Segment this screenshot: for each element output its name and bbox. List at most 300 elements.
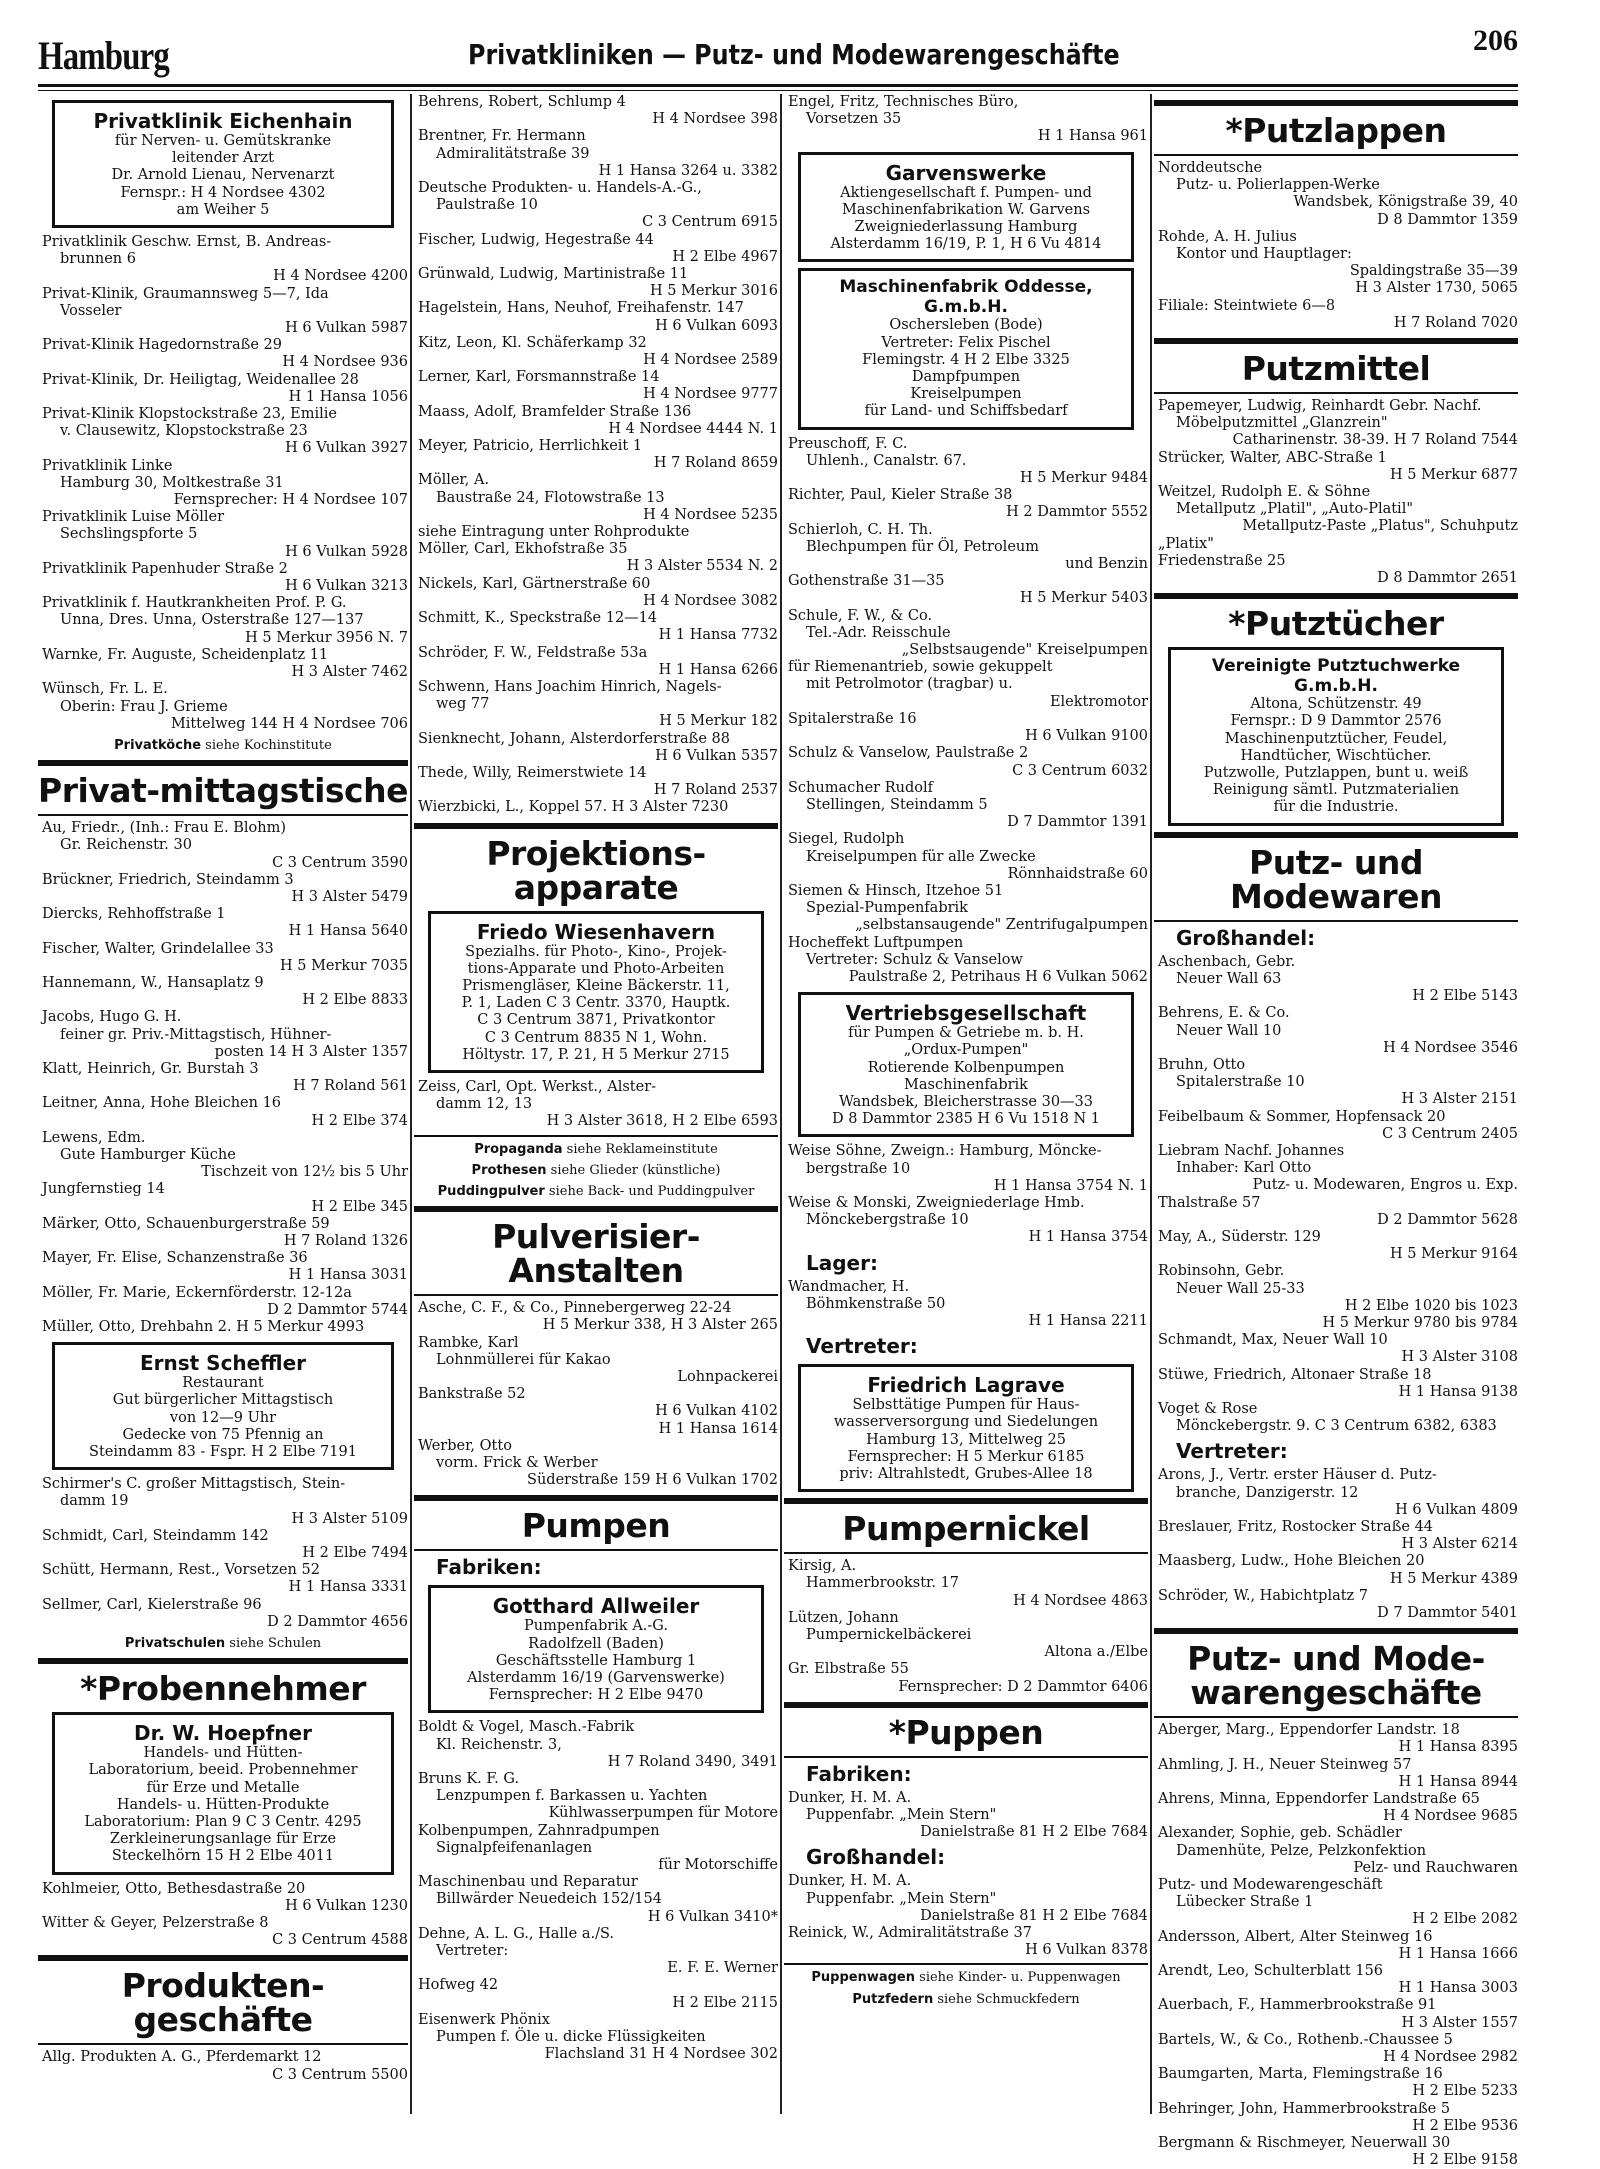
entry-name: Lerner, Karl, Forsmannstraße 14 [418,369,660,386]
entry-phone: H 4 Nordsee 5235 [643,506,778,523]
ad-title: Maschinenfabrik Oddesse, G.m.b.H. [839,277,1093,318]
ad-line: Zerkleinerungsanlage für Erze [109,1831,337,1848]
entry-list [1154,1467,1518,1622]
entry-name: Rohde, A. H. Julius [1158,228,1297,245]
entry-detail: Inhaber: Karl Otto [1176,1160,1312,1177]
entry-name: Hannemann, W., Hansaplatz 9 [42,974,264,991]
entry-list [1154,160,1518,332]
directory-entry [784,1195,1148,1247]
reference-target: siehe Back- und Puddingpulver [544,1183,755,1199]
entry-phone: H 1 Hansa 1614 [658,1420,778,1437]
section-heading: *Putztücher [1228,604,1444,644]
entry-detail: Admiralitätstraße 39 [436,145,590,162]
directory-entry [1154,1109,1518,1143]
entry-detail: weg 77 [436,696,490,713]
entry-name: Privat-Klinik Hagedornstraße 29 [42,337,282,354]
directory-entry [1154,1929,1518,1963]
directory-entry [1154,160,1518,212]
entry-detail: brunnen 6 [60,251,136,268]
entry-phone: H 6 Vulkan 5928 [285,543,408,560]
entry-name: Schulz & Vanselow, Paulstraße 2 [788,745,1029,762]
entry-name: Märker, Otto, Schauenburgerstraße 59 [42,1215,330,1232]
directory-entry [414,1874,778,1926]
ad-box [798,268,1134,429]
directory-entry [784,1610,1148,1662]
entry-name: Behrens, Robert, Schlump 4 [418,94,626,110]
ad-line: Dr. Arnold Lienau, Nervenarzt [111,167,335,184]
subheading: Fabriken: [436,1555,542,1580]
directory-entry [784,1790,1148,1842]
ad-title: Vertriebsgesellschaft [845,1001,1087,1026]
entry-name: Dehne, A. L. G., Halle a./S. [418,1925,615,1942]
entry-name: Schütt, Hermann, Rest., Vorsetzen 52 [42,1562,320,1579]
cross-reference [38,1635,408,1652]
directory-entry [38,509,408,561]
directory-entry [1154,954,1518,1006]
ad-line: Spezialhs. für Photo-, Kino-, Projek- [465,943,727,960]
divider [414,1206,778,1212]
reference-target: siehe Glieder (künstliche) [546,1162,721,1178]
entry-phone: H 2 Elbe 4967 [672,248,778,265]
directory-entry [784,94,1148,146]
entry-phone: Wandsbek, Königstraße 39, 40 [1293,194,1518,211]
entry-phone: H 6 Vulkan 5357 [655,747,778,764]
divider [414,1135,778,1137]
entry-detail: Pumpernickelbäckerei [806,1627,972,1644]
entry-detail: Kl. Reichenstr. 3, [436,1736,562,1753]
ad-title: Ernst Scheffler [139,1351,306,1376]
cross-reference [414,1141,778,1158]
entry-phone: H 2 Elbe 1020 bis 1023 [1344,1297,1518,1314]
reference-keyword: Privatschulen [124,1636,226,1652]
ad-box [428,911,764,1073]
entry-detail: Vosseler [60,302,122,319]
entry-name: Siemen & Hinsch, Itzehoe 51 [788,882,1004,899]
entry-name: Breslauer, Fritz, Rostocker Straße 44 [1158,1518,1434,1535]
entry-name: Putz- und Modewarengeschäft [1158,1877,1383,1894]
directory-entry [1154,1553,1518,1587]
entry-phone: H 4 Nordsee 4863 [1013,1592,1148,1609]
cross-reference [784,1969,1148,1986]
entry-name: Ahmling, J. H., Neuer Steinweg 57 [1158,1756,1412,1773]
reference-keyword: Prothesen [471,1162,547,1178]
entry-name: Dunker, H. M. A. [788,1873,912,1890]
ad-line: Fernspr.: D 9 Dammtor 2576 [1230,713,1442,730]
divider [1154,593,1518,599]
entry-detail: Puppenfabr. „Mein Stern" [806,1807,997,1824]
directory-entry [784,436,1148,488]
divider [38,814,408,816]
directory-entry [414,524,778,541]
cross-reference [784,1991,1148,2008]
entry-list [784,436,1148,987]
entry-detail: Hamburg 30, Moltkestraße 31 [60,474,284,491]
entry-name: Robinsohn, Gebr. [1158,1263,1285,1280]
directory-entry [38,1528,408,1562]
entry-name: Schumacher Rudolf [788,779,933,796]
entry-name: Fischer, Ludwig, Hegestraße 44 [418,231,654,248]
entry-phone: Danielstraße 81 H 2 Elbe 7684 [920,1907,1148,1924]
directory-entry [38,1250,408,1284]
ad-line: Prismengläser, Kleine Bäckerstr. 11, [462,977,730,994]
entry-phone: H 5 Merkur 7035 [279,957,408,974]
ad-line: Radolfzell (Baden) [528,1635,664,1652]
entry-name: Deutsche Produkten- u. Handels-A.-G., [418,180,702,197]
entry-list [414,1719,778,2063]
directory-entry [1154,1963,1518,1997]
entry-name: Kitz, Leon, Kl. Schäferkamp 32 [418,334,647,351]
directory-entry [1154,1519,1518,1553]
entry-name: Baumgarten, Marta, Flemingstraße 16 [1158,2066,1443,2083]
entry-phone: H 2 Elbe 2115 [672,1994,778,2011]
entry-phone: H 6 Vulkan 3927 [285,440,408,457]
directory-entry [1154,1195,1518,1229]
entry-phone: Altona a./Elbe [1044,1644,1148,1661]
entry-phone: H 4 Nordsee 398 [652,111,778,128]
entry-name: Nickels, Karl, Gärtnerstraße 60 [418,575,651,592]
entry-name: Müller, Otto, Drehbahn 2. H 5 Merkur 4993 [42,1319,365,1335]
directory-entry [38,1216,408,1250]
ad-line: für Land- und Schiffsbedarf [864,403,1068,420]
directory-entry [414,2012,778,2064]
entry-name: Gothenstraße 31—35 [788,573,945,590]
entry-name: siehe Eintragung unter Rohprodukte [418,524,690,541]
ad-line: Aktiengesellschaft f. Pumpen- und [840,184,1092,201]
ad-title: Gotthard Allweiler [492,1594,700,1619]
entry-detail: vorm. Frick & Werber [436,1455,598,1471]
entry-name: Schwenn, Hans Joachim Hinrich, Nagels- [418,678,722,695]
entry-name: Fischer, Walter, Grindelallee 33 [42,940,274,957]
entry-detail: Metallputz „Platil", „Auto-Platil" [1176,501,1413,518]
ad-box [1168,647,1504,825]
ad-title: Garvenswerke [885,160,1047,185]
entry-detail: Neuer Wall 25-33 [1176,1280,1305,1297]
entry-detail: Neuer Wall 63 [1176,970,1282,987]
entry-name: Schröder, W., Habichtplatz 7 [1158,1587,1369,1604]
entry-phone: H 1 Hansa 6266 [658,661,778,678]
ad-line: Pumpenfabrik A.-G. [524,1618,668,1635]
entry-list [784,1558,1148,1696]
reference-keyword: Privatköche [114,737,202,753]
ad-box [798,1364,1134,1492]
header-rule [38,84,1518,91]
divider [38,760,408,766]
section-heading: Putzmittel [1241,349,1431,389]
entry-name: Sellmer, Carl, Kielerstraße 96 [42,1596,262,1613]
directory-entry [38,941,408,975]
directory-entry [38,906,408,940]
entry-phone: H 5 Merkur 3016 [649,283,778,300]
entry-phone: H 1 Hansa 5640 [288,923,408,940]
ad-box [798,992,1134,1137]
entry-name: Schmandt, Max, Neuer Wall 10 [1158,1332,1388,1349]
entry-phone: Elektromotor [1049,693,1148,710]
entry-list [784,1790,1148,1842]
entry-name: Sienknecht, Johann, Alsterdorferstraße 88 [418,730,731,747]
ad-line: leitender Arzt [172,150,274,167]
entry-phone: Kühlwasserpumpen für Motore [548,1805,778,1822]
ad-line: Wandsbek, Bleicherstrasse 30—33 [838,1093,1094,1110]
entry-name: Privat-Klinik, Dr. Heiligtag, Weidenallee 28 [42,371,359,388]
entry-name: Bankstraße 52 [418,1386,526,1403]
entry-name: Voget & Rose [1158,1400,1258,1417]
directory-entry [38,1009,408,1061]
ad-line: Fernsprecher: H 2 Elbe 9470 [488,1687,704,1704]
entry-name: Zeiss, Carl, Opt. Werkst., Alster- [418,1078,657,1095]
entry-name: Liebram Nachf. Johannes [1158,1142,1345,1159]
directory-entry [414,438,778,472]
directory-entry [1154,229,1518,281]
directory-entry [1154,1757,1518,1791]
entry-phone: D 7 Dammtor 1391 [1007,814,1148,831]
directory-entry [1154,1367,1518,1401]
entry-detail: damm 19 [60,1493,129,1510]
entry-name: Eisenwerk Phönix [418,2011,550,2028]
entry-name: Bruhn, Otto [1158,1056,1246,1073]
directory-entry [414,1926,778,1978]
entry-detail: Neuer Wall 10 [1176,1022,1282,1039]
ad-line: Steckelhörn 15 H 2 Elbe 4011 [111,1848,335,1865]
entry-detail: Tel.-Adr. Reisschule [806,624,951,641]
directory-entry [1154,2135,1518,2169]
ad-line: Gedecke von 75 Pfennig an [122,1426,324,1443]
entry-name: Brentner, Fr. Hermann [418,128,586,145]
reference-target: siehe Kochinstitute [201,737,332,753]
entry-phone: H 1 Hansa 3754 [1028,1229,1148,1246]
entry-phone: H 3 Alster 1557 [1401,2014,1518,2031]
entry-phone: H 2 Elbe 5233 [1412,2083,1518,2100]
subheading: Vertreter: [806,1334,918,1359]
ad-line: Handtücher, Wischtücher. [1240,747,1432,764]
column-1 [38,94,408,2114]
directory-entry [414,128,778,180]
entry-phone: H 6 Vulkan 4102 [655,1403,778,1420]
directory-entry [1154,484,1518,536]
entry-detail: Blechpumpen für Öl, Petroleum [806,538,1039,555]
entry-name: Werber, Otto [418,1437,512,1454]
entry-name: Rambke, Karl [418,1334,519,1351]
entry-phone: Pelz- und Rauchwaren [1353,1859,1518,1876]
ad-line: C 3 Centrum 8835 N 1, Wohn. [484,1029,708,1046]
directory-entry [1154,1332,1518,1366]
entry-phone: H 1 Hansa 2211 [1028,1312,1148,1329]
page-number: 206 [1473,24,1518,57]
entry-list [38,820,408,1336]
ad-line: Reinigung sämtl. Putzmaterialien [1212,782,1460,799]
ad-line: Steindamm 83 - Fspr. H 2 Elbe 7191 [89,1444,357,1461]
entry-name: Reinick, W., Admiralitätstraße 37 [788,1925,1032,1942]
entry-phone: H 2 Elbe 9536 [1412,2117,1518,2134]
entry-phone: H 5 Merkur 9164 [1389,1246,1518,1263]
column-rule [1150,94,1152,2114]
entry-name: Privatklinik Luise Möller [42,509,225,526]
directory-entry [414,1977,778,2011]
cross-reference-list [414,1141,778,1201]
ad-line: Altona, Schützenstr. 49 [1250,696,1422,713]
directory-entry [1154,1263,1518,1315]
ad-line: Handels- u. Hütten-Produkte [116,1796,330,1813]
directory-entry [38,1562,408,1596]
entry-phone: H 5 Merkur 6877 [1389,466,1518,483]
ad-title: Dr. W. Hoepfner [134,1721,312,1746]
entry-phone: H 7 Roland 561 [293,1078,408,1095]
directory-entry [784,883,1148,935]
entry-phone: H 6 Vulkan 4809 [1395,1501,1518,1518]
ad-line: für die Industrie. [1273,799,1399,816]
directory-entry [784,573,1148,607]
ad-line: Zweigniederlassung Hamburg [854,219,1078,236]
directory-entry [784,487,1148,521]
entry-phone: Mittelweg 144 H 4 Nordsee 706 [170,715,408,732]
entry-detail: Kreiselpumpen für alle Zwecke [806,848,1036,865]
entry-phone: H 1 Hansa 1666 [1398,1945,1518,1962]
entry-phone: Fernsprecher: H 4 Nordsee 107 [173,492,408,509]
entry-phone: C 3 Centrum 6915 [642,214,778,231]
entry-phone: H 6 Vulkan 1230 [285,1897,408,1914]
entry-phone: D 7 Dammtor 5401 [1377,1605,1518,1621]
reference-keyword: Puppenwagen [811,1970,916,1986]
entry-phone: H 1 Hansa 3331 [288,1579,408,1596]
entry-phone: H 2 Elbe 7494 [302,1545,408,1562]
entry-name: Mayer, Fr. Elise, Schanzenstraße 36 [42,1250,308,1267]
entry-phone: H 7 Roland 8659 [653,455,778,472]
entry-phone: D 8 Dammtor 1359 [1377,211,1518,228]
entry-phone: Rönnhaidstraße 60 [1007,865,1148,882]
entry-name: May, A., Süderstr. 129 [1158,1228,1321,1245]
directory-entry [414,94,778,128]
entry-phone: H 4 Nordsee 3546 [1383,1039,1518,1056]
entry-phone: H 4 Nordsee 9777 [643,386,778,403]
entry-detail: Billwärder Neuedeich 152/154 [436,1891,662,1908]
entry-phone: H 5 Merkur 182 [659,713,778,730]
ad-box [52,100,394,228]
entry-name: Leitner, Anna, Hohe Bleichen 16 [42,1095,282,1112]
entry-name: Siegel, Rudolph [788,831,905,848]
entry-name: Feibelbaum & Sommer, Hopfensack 20 [1158,1108,1446,1125]
ad-line: wasserversorgung und Siedelungen [833,1414,1099,1431]
ad-line: Hamburg 13, Mittelweg 25 [866,1431,1066,1448]
entry-phone: H 7 Roland 1326 [283,1232,408,1249]
entry-detail: Unna, Dres. Unna, Osterstraße 127—137 [60,612,364,629]
ad-line: tions-Apparate und Photo-Arbeiten [467,960,725,977]
divider [784,1963,1148,1965]
entry-detail: Hammerbrookstr. 17 [806,1575,960,1592]
entry-phone: H 2 Elbe 9158 [1412,2152,1518,2169]
ad-line: für Erze und Metalle [146,1779,300,1796]
directory-entry [414,1719,778,1771]
entry-name: Schmidt, Carl, Steindamm 142 [42,1527,269,1544]
ad-line: Vertreter: Felix Pischel [881,334,1051,351]
directory-entry [784,711,1148,745]
entry-list [1154,954,1518,1436]
divider [1154,1628,1518,1634]
entry-phone: H 7 Roland 3490, 3491 [607,1753,778,1770]
entry-name: Norddeutsche [1158,160,1263,176]
directory-entry [784,745,1148,779]
entry-name: Schule, F. W., & Co. [788,607,933,624]
divider [1154,100,1518,106]
directory-entry [38,975,408,1009]
entry-list [784,1143,1148,1246]
entry-phone: H 6 Vulkan 9100 [1025,728,1148,745]
directory-entry [38,1319,408,1336]
entry-name: Au, Friedr., (Inh.: Frau E. Blohm) [42,820,287,837]
ad-line: Rotierende Kolbenpumpen [867,1059,1065,1076]
entry-name: Kolbenpumpen, Zahnradpumpen [418,1822,660,1839]
entry-name: Thede, Willy, Reimerstwiete 14 [418,764,647,781]
entry-phone: H 7 Roland 7020 [1393,314,1518,331]
column-4 [1154,94,1518,2169]
entry-detail: Gr. Reichenstr. 30 [60,837,192,854]
entry-name: Lewens, Edm. [42,1129,146,1146]
entry-detail: damm 12, 13 [436,1096,533,1113]
entry-list [414,94,778,817]
entry-detail: Paulstraße 10 [436,197,538,214]
entry-list [1154,398,1518,587]
entry-name: Diercks, Rehhoffstraße 1 [42,906,226,923]
directory-entry [414,1438,778,1490]
entry-name: Engel, Fritz, Technisches Büro, [788,94,1019,110]
entry-detail: Spitalerstraße 10 [1176,1074,1305,1091]
section-heading: Projektions-apparate [486,833,706,907]
directory-entry [784,1279,1148,1331]
directory-entry [414,232,778,266]
directory-entry [414,404,778,438]
directory-entry [414,369,778,403]
ad-line: Alsterdamm 16/19, P. 1, H 6 Vu 4814 [830,236,1102,253]
entry-list [38,1881,408,1950]
entry-phone: H 3 Alster 3108 [1401,1349,1518,1366]
entry-name: Weise & Monski, Zweigniederlage Hmb. [788,1194,1085,1211]
entry-name: Witter & Geyer, Pelzerstraße 8 [42,1915,269,1932]
directory-entry [1154,1722,1518,1756]
entry-name: Wandmacher, H. [788,1278,910,1295]
entry-name: Warnke, Fr. Auguste, Scheidenplatz 11 [42,646,329,663]
directory-entry [414,300,778,334]
ad-line: Kreiselpumpen [910,386,1022,403]
divider [784,1756,1148,1758]
directory-entry [1154,1005,1518,1057]
entry-name: Schröder, F. W., Feldstraße 53a [418,644,648,661]
entry-name: Aschenbach, Gebr. [1158,953,1296,970]
entry-phone: H 4 Nordsee 2589 [643,352,778,369]
directory-entry [784,935,1148,987]
entry-name: Andersson, Albert, Alter Steinweg 16 [1158,1928,1433,1945]
divider [1154,832,1518,838]
entry-name: Preuschoff, F. C. [788,435,908,452]
entry-list [38,234,408,733]
entry-detail: Stellingen, Steindamm 5 [806,796,988,813]
entry-name: Schirmer's C. großer Mittagstisch, Stein- [42,1476,346,1493]
ad-box [798,152,1134,263]
entry-phone: H 6 Vulkan 3410* [647,1908,778,1925]
directory-entry [1154,1315,1518,1332]
entry-phone: H 2 Elbe 345 [311,1198,408,1215]
entry-name: Boldt & Vogel, Masch.-Fabrik [418,1719,635,1736]
entry-name: Maasberg, Ludw., Hohe Bleichen 20 [1158,1553,1425,1570]
reference-target: siehe Schulen [225,1636,322,1652]
entry-phone: H 6 Vulkan 8378 [1025,1942,1148,1959]
reference-target: siehe Kinder- u. Puppenwagen [915,1970,1121,1986]
ad-line: Flemingstr. 4 H 2 Elbe 3325 [862,351,1070,368]
directory-entry [784,1143,1148,1195]
entry-name: Ahrens, Minna, Eppendorfer Landstraße 65 [1158,1791,1480,1808]
entry-phone: H 4 Nordsee 4200 [273,268,408,285]
reference-keyword: Putzfedern [852,1991,934,2007]
entry-name: Wierzbicki, L., Koppel 57. H 3 Alster 7230 [418,799,729,816]
entry-detail: bergstraße 10 [806,1160,911,1177]
entry-name: Wünsch, Fr. L. E. [42,681,168,698]
